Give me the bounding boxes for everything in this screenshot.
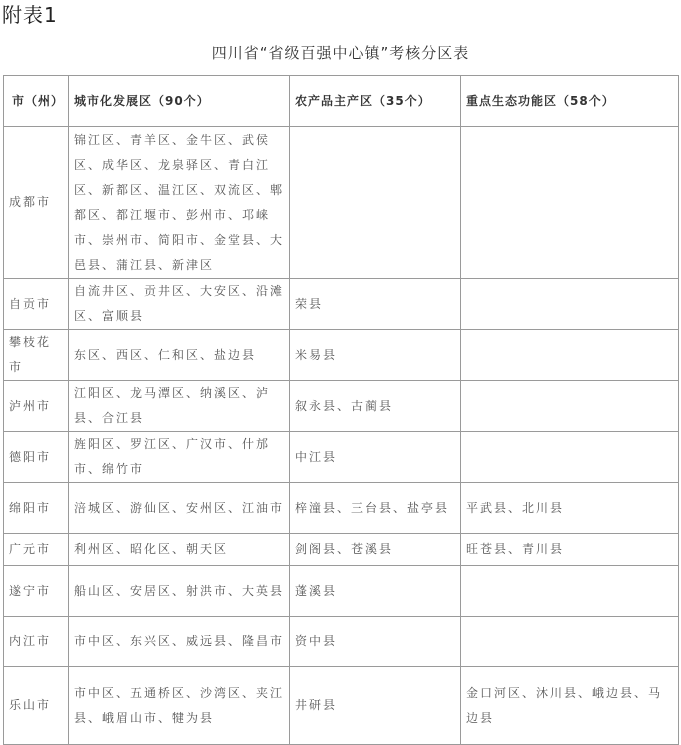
eco-zone-cell: 金口河区、沐川县、峨边县、马边县 <box>461 667 679 745</box>
urban-zone-cell: 江阳区、龙马潭区、纳溪区、泸县、合江县 <box>69 381 290 432</box>
urban-zone-cell: 锦江区、青羊区、金牛区、武侯区、成华区、龙泉驿区、青白江区、新都区、温江区、双流区、郫都区、都江堰市、彭州市、邛崃市、崇州市、简阳市、金堂县、大邑县、蒲江县、新津区 <box>69 127 290 279</box>
urban-zone-cell: 利州区、昭化区、朝天区 <box>69 534 290 566</box>
table-row <box>4 617 679 667</box>
urban-zone-cell: 自流井区、贡井区、大安区、沿滩区、富顺县 <box>69 279 290 330</box>
agri-zone-cell: 米易县 <box>290 330 461 381</box>
urban-zone-cell: 涪城区、游仙区、安州区、江油市 <box>69 483 290 534</box>
eco-zone-cell <box>461 330 679 381</box>
city-cell: 乐山市 <box>4 667 69 745</box>
eco-zone-cell <box>461 279 679 330</box>
agri-zone-cell: 剑阁县、苍溪县 <box>290 534 461 566</box>
eco-zone-cell <box>461 381 679 432</box>
agri-zone-cell <box>290 127 461 279</box>
table-row <box>4 330 679 381</box>
header-city: 市（州） <box>4 76 69 127</box>
urban-zone-cell: 船山区、安居区、射洪市、大英县 <box>69 566 290 617</box>
header-agri-zone: 农产品主产区（35个） <box>290 76 461 127</box>
table-row <box>4 127 679 279</box>
city-cell: 遂宁市 <box>4 566 69 617</box>
agri-zone-cell: 梓潼县、三台县、盐亭县 <box>290 483 461 534</box>
table-row <box>4 667 679 745</box>
table-header-row <box>4 76 679 127</box>
table-row <box>4 279 679 330</box>
agri-zone-cell: 荣县 <box>290 279 461 330</box>
agri-zone-cell: 蓬溪县 <box>290 566 461 617</box>
table-row <box>4 534 679 566</box>
agri-zone-cell: 资中县 <box>290 617 461 667</box>
header-urban-zone: 城市化发展区（90个） <box>69 76 290 127</box>
table-row <box>4 566 679 617</box>
zoning-table <box>3 75 679 745</box>
agri-zone-cell: 井研县 <box>290 667 461 745</box>
city-cell: 德阳市 <box>4 432 69 483</box>
urban-zone-cell: 市中区、东兴区、威远县、隆昌市 <box>69 617 290 667</box>
appendix-label: 附表1 <box>2 3 58 27</box>
page-title: 四川省“省级百强中心镇”考核分区表 <box>211 44 470 62</box>
eco-zone-cell <box>461 566 679 617</box>
city-cell: 绵阳市 <box>4 483 69 534</box>
city-cell: 内江市 <box>4 617 69 667</box>
eco-zone-cell: 旺苍县、青川县 <box>461 534 679 566</box>
eco-zone-cell <box>461 127 679 279</box>
table-row <box>4 381 679 432</box>
urban-zone-cell: 旌阳区、罗江区、广汉市、什邡市、绵竹市 <box>69 432 290 483</box>
eco-zone-cell: 平武县、北川县 <box>461 483 679 534</box>
city-cell: 广元市 <box>4 534 69 566</box>
agri-zone-cell: 叙永县、古蔺县 <box>290 381 461 432</box>
header-eco-zone: 重点生态功能区（58个） <box>461 76 679 127</box>
table-row <box>4 483 679 534</box>
agri-zone-cell: 中江县 <box>290 432 461 483</box>
city-cell: 自贡市 <box>4 279 69 330</box>
city-cell: 攀枝花市 <box>4 330 69 381</box>
urban-zone-cell: 东区、西区、仁和区、盐边县 <box>69 330 290 381</box>
table-row <box>4 432 679 483</box>
eco-zone-cell <box>461 432 679 483</box>
city-cell: 成都市 <box>4 127 69 279</box>
city-cell: 泸州市 <box>4 381 69 432</box>
urban-zone-cell: 市中区、五通桥区、沙湾区、夹江县、峨眉山市、犍为县 <box>69 667 290 745</box>
eco-zone-cell <box>461 617 679 667</box>
